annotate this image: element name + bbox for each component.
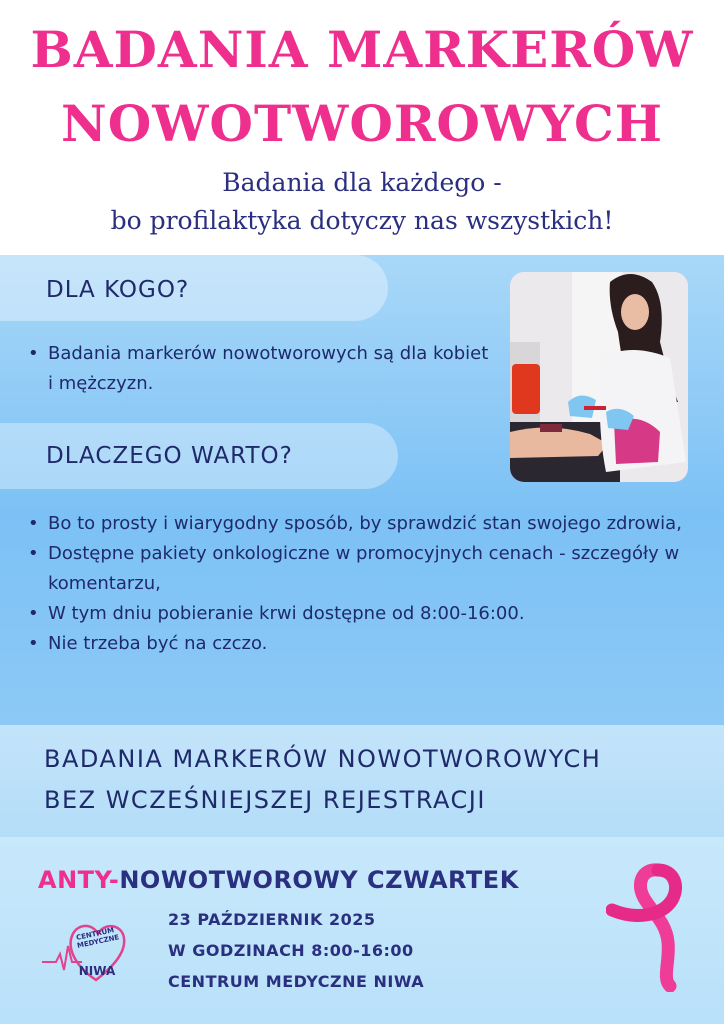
- pink-ribbon-icon: [606, 862, 692, 992]
- subtitle-line-2: bo profilaktyka dotyczy nas wszystkich!: [110, 206, 614, 235]
- photo-illustration-icon: [510, 272, 688, 482]
- logo-name: NIWA: [78, 964, 116, 978]
- clinic-logo: [42, 916, 134, 986]
- event-title-pink: ANTY-: [38, 866, 120, 894]
- why-bullet-list: [24, 509, 684, 659]
- who-bullet-list: [24, 339, 494, 399]
- title-line-1: BADANIA MARKERÓW: [30, 20, 694, 79]
- event-hours: W GODZINACH 8:00-16:00: [168, 941, 414, 960]
- why-heading: DLACZEGO WARTO?: [46, 443, 293, 469]
- band-line-2: BEZ WCZEŚNIEJSZEJ REJESTRACJI: [44, 786, 486, 814]
- event-title-navy: NOWOTWOROWY CZWARTEK: [119, 866, 519, 894]
- subtitle-line-1: Badania dla każdego -: [222, 168, 502, 197]
- logo-top-text: CENTRUM MEDYCZNE: [75, 926, 120, 950]
- list-item: • Nie trzeba być na czczo.: [24, 629, 684, 659]
- title-line-2: NOWOTWOROWYCH: [61, 94, 663, 153]
- who-heading: DLA KOGO?: [46, 277, 190, 303]
- event-place: CENTRUM MEDYCZNE NIWA: [168, 972, 425, 991]
- list-item: • W tym dniu pobieranie krwi dostępne od 8:00-16:00.: [24, 599, 684, 629]
- list-item: • Dostępne pakiety onkologiczne w promocyjnych cenach - szczegóły w komentarzu,: [24, 539, 684, 599]
- event-title: [38, 866, 519, 894]
- event-date: 23 PAŹDZIERNIK 2025: [168, 910, 376, 929]
- list-item: • Bo to prosty i wiarygodny sposób, by sprawdzić stan swojego zdrowia,: [24, 509, 684, 539]
- list-item: • Badania markerów nowotworowych są dla kobiet i mężczyzn.: [24, 339, 494, 399]
- nurse-drawing-blood-photo: [510, 272, 688, 482]
- band-line-1: BADANIA MARKERÓW NOWOTWOROWYCH: [44, 745, 602, 773]
